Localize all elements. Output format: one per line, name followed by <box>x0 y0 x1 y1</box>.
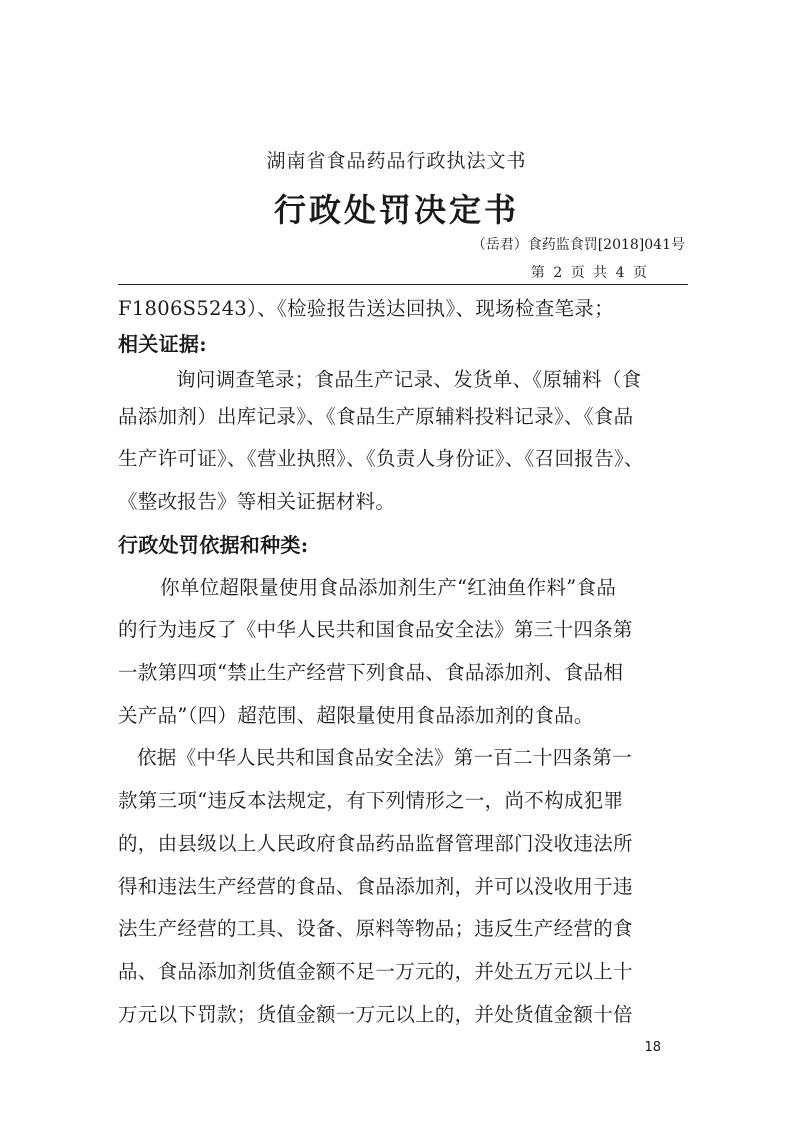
body-line: 询问调查笔录；食品生产记录、发货单、《原辅料（食 <box>176 368 642 391</box>
body-line: 品添加剂）出库记录》、《食品生产原辅料投料记录》、《食品 <box>118 405 634 428</box>
body-line: 《整改报告》等相关证据材料。 <box>118 490 396 513</box>
body-line: 法生产经营的工具、设备、原料等物品；违反生产经营的食 <box>118 917 633 940</box>
body-line: 品、食品添加剂货值金额不足一万元的，并处五万元以上十 <box>118 960 633 983</box>
body-line: F1806S5243）、《检验报告送达回执》、现场检查笔录； <box>118 297 614 320</box>
body-line: 你单位超限量使用食品添加剂生产“红油鱼作料”食品 <box>160 576 617 599</box>
section-heading-basis: 行政处罚依据和种类: <box>118 533 309 557</box>
body-line: 的，由县级以上人民政府食品药品监督管理部门没收违法所 <box>118 832 633 855</box>
body-line: 款第三项“违反本法规定，有下列情形之一，尚不构成犯罪 <box>118 789 624 812</box>
body-line: 生产许可证》、《营业执照》、《负责人身份证》、《召回报告》、 <box>118 447 644 470</box>
body-line: 的行为违反了《中华人民共和国食品安全法》第三十四条第 <box>118 618 633 641</box>
section-heading-evidence: 相关证据: <box>118 332 207 356</box>
body-line: 得和违法生产经营的食品、食品添加剂，并可以没收用于违 <box>118 875 633 898</box>
page-info: 第 2 页 共 4 页 <box>530 265 647 281</box>
agency-header: 湖南省食品药品行政执法文书 <box>266 150 527 172</box>
header-divider <box>118 284 688 285</box>
document-title: 行政处罚决定书 <box>273 191 519 229</box>
body-line: 一款第四项“禁止生产经营下列食品、食品添加剂、食品相 <box>118 661 624 684</box>
body-line: 依据《中华人民共和国食品安全法》第一百二十四条第一 <box>137 746 633 769</box>
body-line: 关产品”（四）超范围、超限量使用食品添加剂的食品。 <box>118 704 594 727</box>
page-number: 18 <box>644 1040 661 1055</box>
document-number: （岳君）食药监食罚[2018]041号 <box>471 237 685 253</box>
body-line: 万元以下罚款；货值金额一万元以上的，并处货值金额十倍 <box>118 1003 633 1026</box>
